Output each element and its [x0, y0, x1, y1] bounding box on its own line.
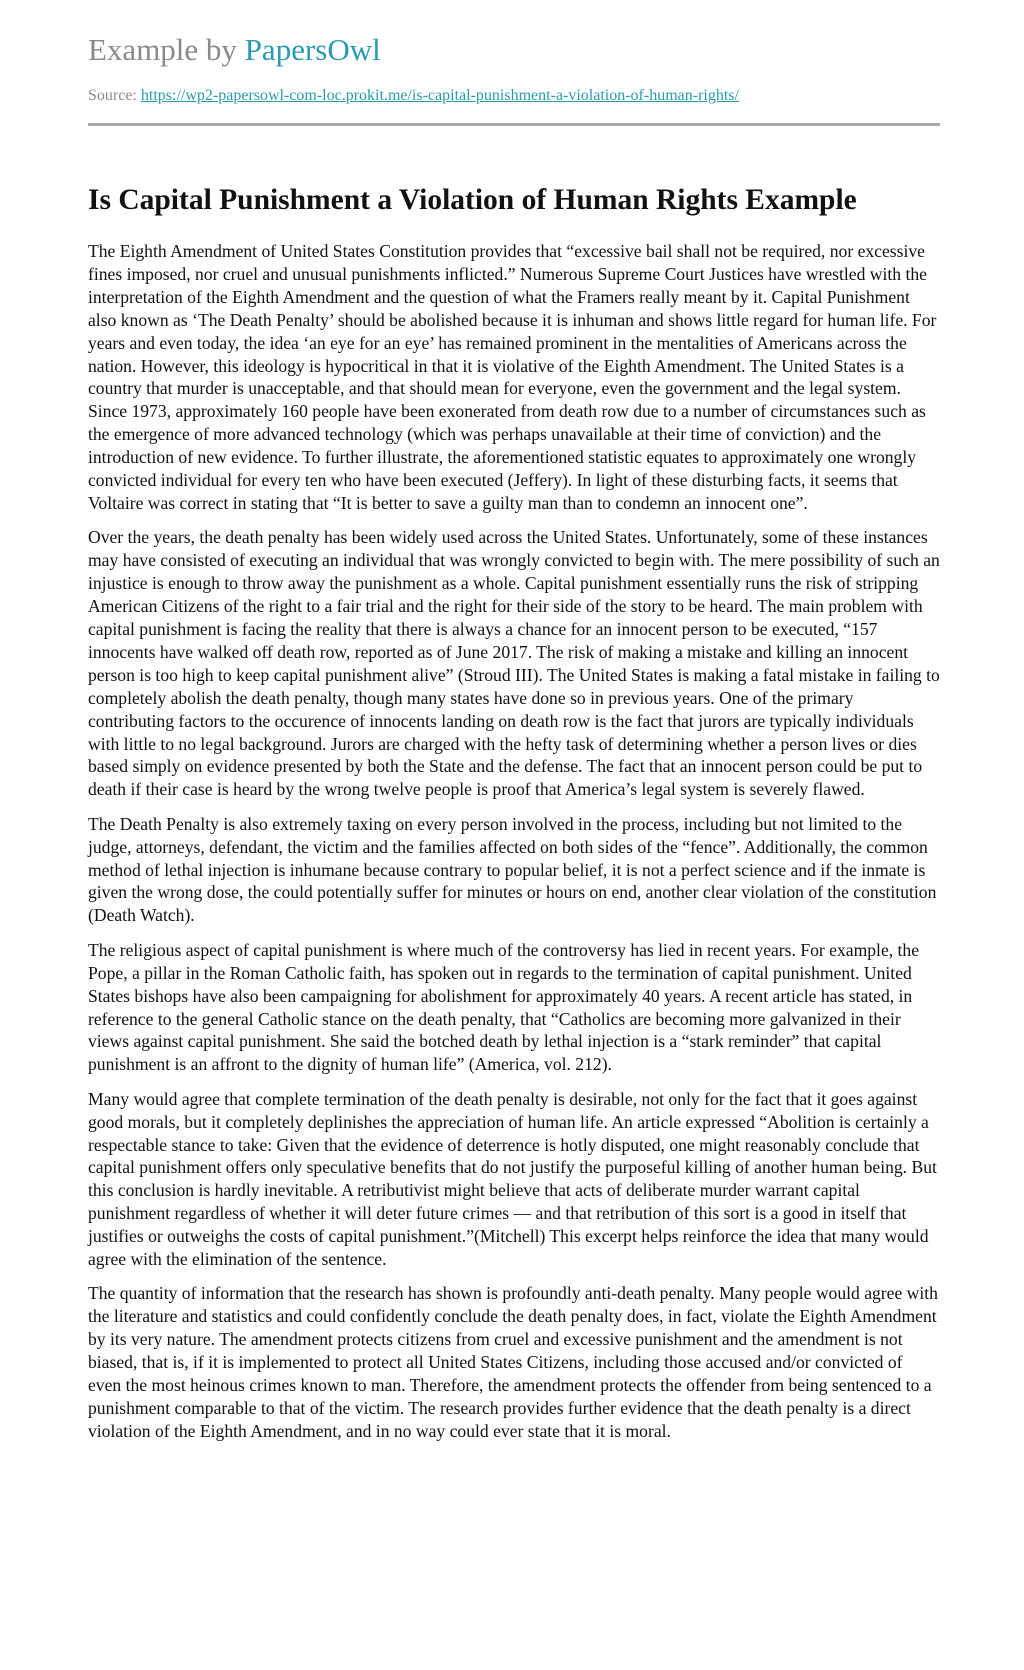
article-paragraph: Over the years, the death penalty has been widely used across the United States. Unfortunately, some of these instances may have consisted of executing an individual that was wrongly convicted to begin with. The mere possibility of such an injustice is enough to throw away the punishment as a whole. Capital punishment essentially runs the risk of stripping American Citizens of the right to a fair trial and the right for their side of the story to be heard. The main problem with capital punishment is facing the reality that there is always a chance for an innocent person to be executed, “157 innocents have walked off death row, reported as of June 2017. The risk of making a mistake and killing an innocent person is too high to keep capital punishment alive” (Stroud III). The United States is making a fatal mistake in failing to completely abolish the death penalty, though many states have done so in previous years. One of the primary contributing factors to the occurence of innocents landing on death row is the fact that jurors are typically individuals with little to no legal background. Jurors are charged with the hefty task of determining whether a person lives or dies based simply on evidence presented by both the State and the defense. The fact that an innocent person could be put to death if their case is heard by the wrong twelve people is proof that America’s legal system is severely flawed. [88, 527, 940, 800]
source-url-link[interactable]: https://wp2-papersowl-com-loc.prokit.me/is-capital-punishment-a-violation-of-human-rights/ [140, 87, 739, 104]
header-divider [88, 123, 940, 126]
article-body [88, 240, 940, 1454]
article-title: Is Capital Punishment a Violation of Human Rights Example [88, 184, 857, 216]
article-paragraph: Many would agree that complete termination of the death penalty is desirable, not only for the fact that it goes against good morals, but it completely deplinishes the appreciation of human life. An article expressed “Abolition is certainly a respectable stance to take: Given that the evidence of deterrence is hotly disputed, one might reasonably conclude that capital punishment offers only speculative benefits that do not justify the purposeful killing of another human being. But this conclusion is hardly inevitable. A retributivist might believe that acts of deliberate murder warrant capital punishment regardless of whether it will deter future crimes — and that retribution of this sort is a good in itself that justifies or outweighs the costs of capital punishment.”(Mitchell) This excerpt helps reinforce the idea that many would agree with the elimination of the sentence. [88, 1088, 937, 1270]
source-line [88, 85, 739, 107]
article-paragraph: The Death Penalty is also extremely taxing on every person involved in the process, including but not limited to the judge, attorneys, defendant, the victim and the families affected on both sides of the “fence”. Additionally, the common method of lethal injection is inhumane because contrary to popular belief, it is not a perfect science and if the inmate is given the wrong dose, the could potentially suffer for minutes or hours on end, another clear violation of the constitution (Death Watch). [88, 813, 937, 926]
article-paragraph: The quantity of information that the research has shown is profoundly anti-death penalty. Many people would agree with the literature and statistics and could confidently conclude the death penalty does, in fact, violate the Eighth Amendment by its very nature. The amendment protects citizens from cruel and excessive punishment and the amendment is not biased, that is, if it is implemented to protect all United States Citizens, including those accused and/or convicted of even the most heinous crimes known to man. Therefore, the amendment protects the offender from being sentenced to a punishment comparable to that of the victim. The research provides further evidence that the death penalty is a direct violation of the Eighth Amendment, and in no way could ever state that it is moral. [88, 1283, 938, 1441]
source-label: Source: [88, 87, 141, 104]
brand-header [88, 30, 381, 70]
article-paragraph: The Eighth Amendment of United States Constitution provides that “excessive bail shall not be required, nor excessive fines imposed, nor cruel and unusual punishments inflicted.” Numerous Supreme Court Justices have wrestled with the interpretation of the Eighth Amendment and the question of what the Framers really meant by it. Capital Punishment also known as ‘The Death Penalty’ should be abolished because it is inhuman and shows little regard for human life. For years and even today, the idea ‘an eye for an eye’ has remained prominent in the mentalities of Americans across the nation. However, this ideology is hypocritical in that it is violative of the Eighth Amendment. The United States is a country that murder is unacceptable, and that should mean for everyone, even the government and the legal system. Since 1973, approximately 160 people have been exonerated from death row due to a number of circumstances such as the emergence of more advanced technology (which was perhaps unavailable at their time of conviction) and the introduction of new evidence. To further illustrate, the aforementioned statistic equates to approximately one wrongly convicted individual for every ten who have been executed (Jeffery). In light of these disturbing facts, it seems that Voltaire was correct in stating that “It is better to save a guilty man than to condemn an innocent one”. [88, 241, 937, 513]
article-paragraph: The religious aspect of capital punishment is where much of the controversy has lied in recent years. For example, the Pope, a pillar in the Roman Catholic faith, has spoken out in regards to the termination of capital punishment. United States bishops have also been campaigning for abolishment for approximately 40 years. A recent article has stated, in reference to the general Catholic stance on the death penalty, that “Catholics are becoming more galvanized in their views against capital punishment. She said the botched death by lethal injection is a “stark reminder” that capital punishment is an affront to the dignity of human life” (America, vol. 212). [88, 939, 920, 1075]
brand-prefix: Example by [88, 32, 245, 67]
brand-link[interactable]: PapersOwl [244, 32, 381, 67]
